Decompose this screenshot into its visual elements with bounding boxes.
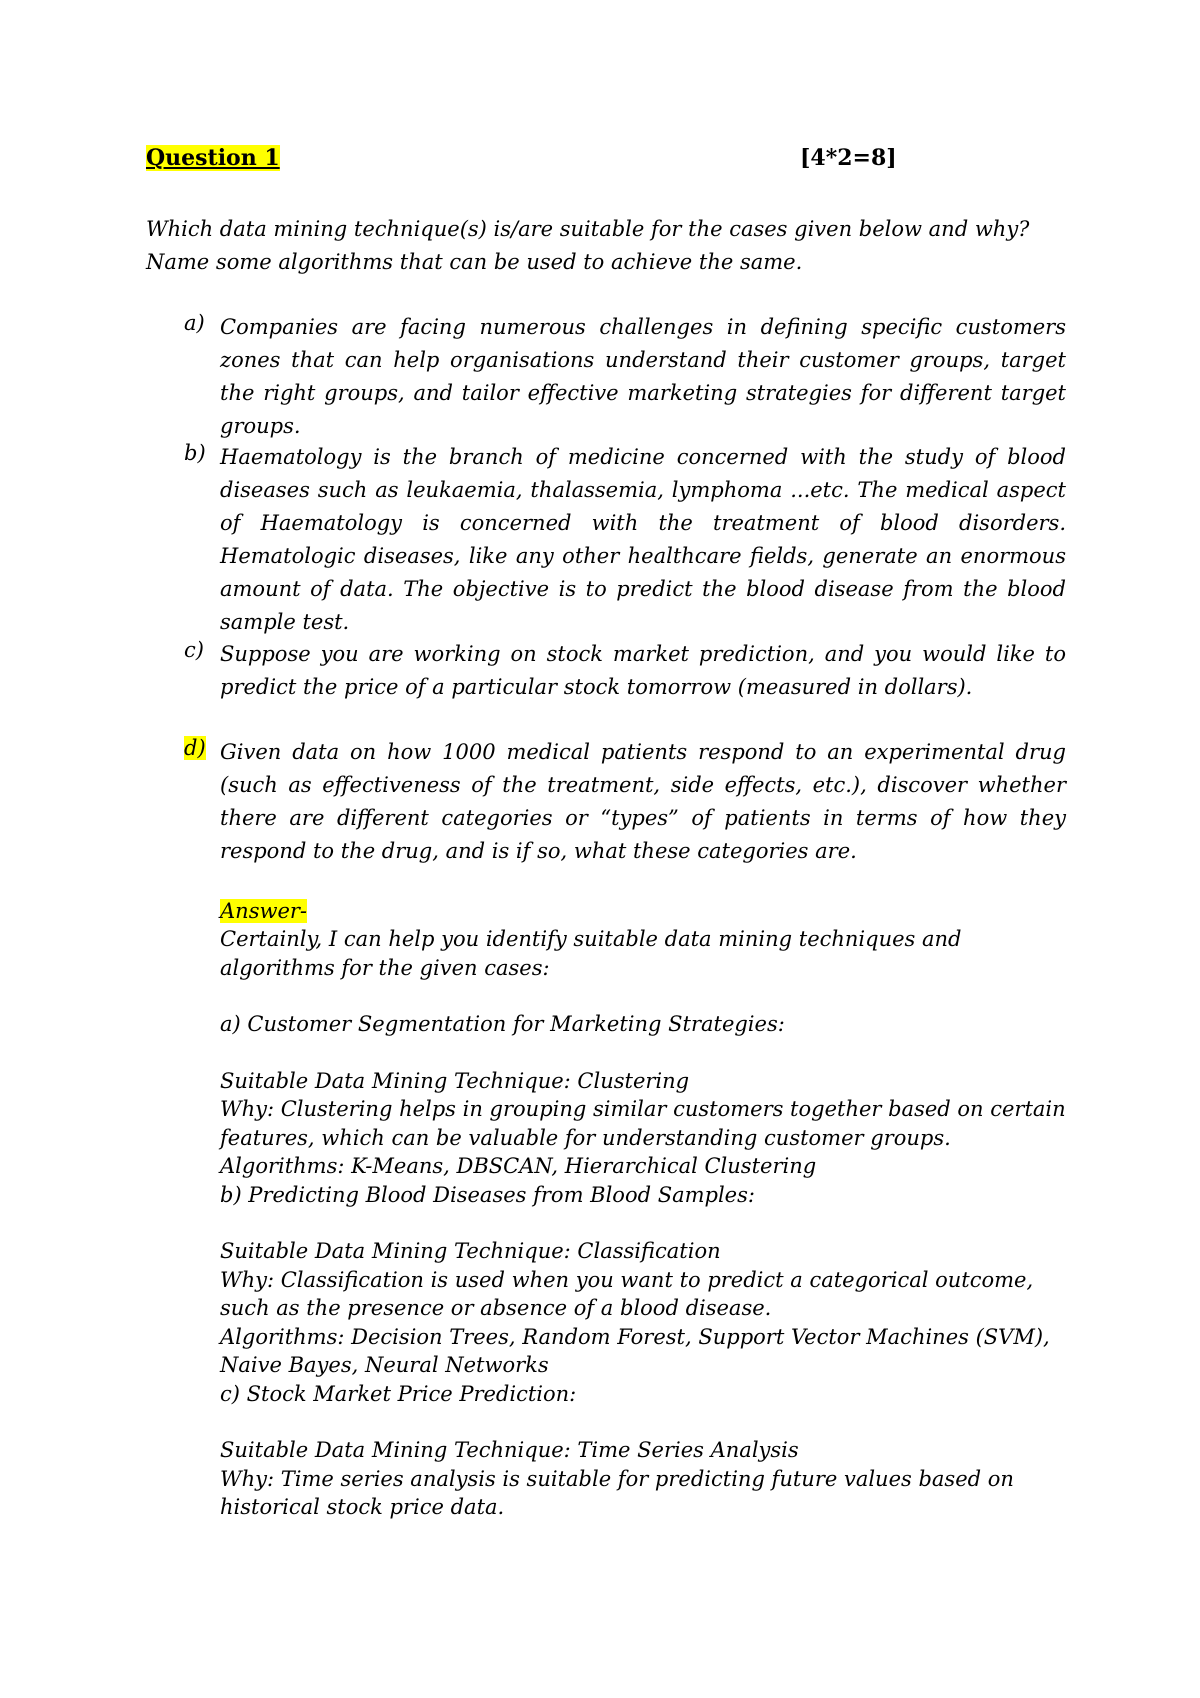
- answer-c-why: Why: Time series analysis is suitable for predicting future values based on historical stock price data.: [220, 1466, 1014, 1519]
- answer-b-algorithms: Algorithms: Decision Trees, Random Forest, Support Vector Machines (SVM), Naive Bayes, Neural Networks: [220, 1324, 1050, 1377]
- question-title: Question 1: [146, 145, 280, 171]
- item-text: Suppose you are working on stock market prediction, and you would like to predict the price of a particular stock tomorrow (measured in dollars).: [220, 642, 1066, 699]
- item-label: d): [184, 736, 206, 760]
- answer-heading: Answer-: [220, 899, 308, 923]
- question-marks: [4*2=8]: [800, 145, 897, 171]
- item-text: Haematology is the branch of medicine concerned with the study of blood diseases such as leukaemia, thalassemia, lymphoma ...etc. The medical aspect of Haematology is concerned with the treatment of blood disorders. Hematologic diseases, like any other healthcare fields, generate an enormous amount of data. The objective is to predict the blood disease from the blood sample test.: [220, 445, 1066, 634]
- answer-a-technique: Suitable Data Mining Technique: Clustering: [220, 1068, 690, 1093]
- item-label: b): [184, 441, 206, 465]
- item-text: Given data on how 1000 medical patients respond to an experimental drug (such as effectiveness of the treatment, side effects, etc.), discover whether there are different categories or “types” of patients in terms of how they respond to the drug, and is if so, what these categories are.: [220, 740, 1066, 863]
- answer-b-technique: Suitable Data Mining Technique: Classification: [220, 1239, 721, 1263]
- answer-a-why: Why: Clustering helps in grouping similar customers together based on certain features, which can be valuable for understanding customer groups.: [220, 1097, 1066, 1150]
- answer-block: [220, 925, 1070, 1522]
- answer-c-title: c) Stock Market Price Prediction:: [220, 1381, 577, 1406]
- answer-a-title: a) Customer Segmentation for Marketing Strategies:: [220, 1012, 785, 1036]
- item-text: Companies are facing numerous challenges in defining specific customers zones that can help organisations understand their customer groups, target the right groups, and tailor effective marketing strategies for different target groups.: [220, 315, 1066, 438]
- answer-b-why: Why: Classification is used when you want to predict a categorical outcome, such as the presence or absence of a blood disease.: [220, 1267, 1034, 1320]
- answer-intro: Certainly, I can help you identify suitable data mining techniques and algorithms for the given cases:: [220, 927, 962, 980]
- answer-heading-block: [220, 897, 1070, 926]
- item-label: a): [184, 311, 205, 335]
- answer-c-technique: Suitable Data Mining Technique: Time Series Analysis: [220, 1438, 799, 1462]
- answer-a-algorithms: Algorithms: K-Means, DBSCAN, Hierarchical Clustering: [220, 1154, 817, 1178]
- question-intro: Which data mining technique(s) is/are suitable for the cases given below and why? Name some algorithms that can be used to achieve the same.: [146, 217, 1030, 274]
- item-label: c): [184, 638, 204, 662]
- answer-b-title: b) Predicting Blood Diseases from Blood Samples:: [220, 1182, 755, 1207]
